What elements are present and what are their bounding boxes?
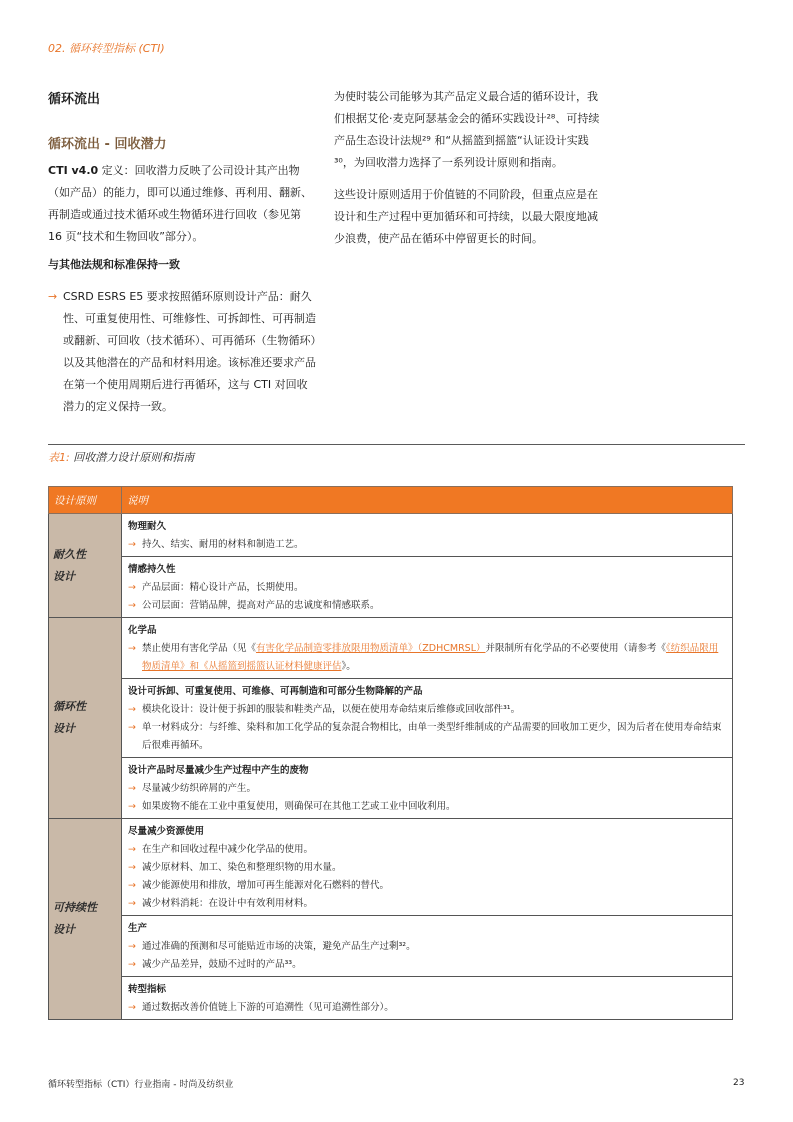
- arrow-right-icon: →: [128, 898, 136, 909]
- list-item: [128, 597, 726, 615]
- list-item-text: 减少材料消耗：在设计中有效利用材料。: [142, 898, 314, 909]
- arrow-right-icon: →: [128, 643, 136, 654]
- description-cell: [122, 679, 733, 758]
- list-item-text: [142, 640, 726, 676]
- category-label: 耐久性: [53, 547, 86, 561]
- list-item-text: 尽量减少纺织碎屑的产生。: [142, 783, 257, 794]
- list-item-text: 模块化设计：设计便于拆卸的服装和鞋类产品，以便在使用寿命结束后维修或回收部件³¹。: [142, 704, 521, 715]
- list-item-text: 产品层面：精心设计产品，长期使用。: [142, 582, 304, 593]
- subprinciple-title: 化学品: [128, 625, 157, 636]
- chem-text-post: 》。: [341, 661, 356, 672]
- list-item-text: 持久、结实、耐用的材料和制造工艺。: [142, 539, 304, 550]
- category-label: 设计: [53, 722, 75, 735]
- list-item: [128, 798, 726, 816]
- list-item-text: 减少产品差异，鼓励不过时的产品³³。: [142, 959, 302, 970]
- list-item: [128, 719, 726, 755]
- definition-text: 定义：回收潜力反映了公司设计其产出物（如产品）的能力，即可以通过维修、再利用、翻新、再制造或通过技术循环或生物循环进行回收（参见第 16 页“技术和生物回收”部分）。: [48, 164, 312, 243]
- description-cell: [122, 819, 733, 916]
- arrow-right-icon: →: [48, 290, 58, 303]
- section-subtitle: 循环流出 - 回收潜力: [48, 137, 167, 152]
- arrow-right-icon: →: [128, 959, 136, 970]
- arrow-right-icon: →: [128, 862, 136, 873]
- column-header-description: 说明: [122, 487, 733, 514]
- table-row: [49, 679, 733, 758]
- principles-table: [48, 486, 733, 1020]
- rsl-c2c-link[interactable]: 《纺织品限用物质清单》和《从摇篮到摇篮认证材料健康评估: [142, 643, 719, 672]
- subprinciple-title: 尽量减少资源使用: [128, 826, 205, 837]
- subprinciple-title: 物理耐久: [128, 521, 167, 532]
- section-title: 循环流出: [48, 92, 101, 107]
- category-cell-durability: [49, 514, 122, 618]
- list-item: [128, 895, 726, 913]
- table-header-row: [49, 487, 733, 514]
- arrow-right-icon: →: [128, 722, 136, 733]
- table-row: [49, 819, 733, 916]
- subprinciple-title: 设计可拆卸、可重复使用、可维修、可再制造和可部分生物降解的产品: [128, 686, 423, 697]
- divider-line: [48, 444, 745, 445]
- list-item-text: 减少能源使用和排放，增加可再生能源对化石燃料的替代。: [142, 880, 390, 891]
- chem-text-pre: 禁止使用有害化学品（见《: [142, 643, 257, 654]
- subprinciple-title: 生产: [128, 923, 148, 934]
- list-item: [128, 877, 726, 895]
- principles-paragraph: 这些设计原则适用于价值链的不同阶段，但重点应是在设计和生产过程中更加循环和可持续，以最大限度地减少浪费，使产品在循环中停留更长的时间。: [334, 188, 598, 245]
- description-cell: [122, 758, 733, 819]
- arrow-right-icon: →: [128, 600, 136, 611]
- table-row: [49, 618, 733, 679]
- list-item-text: 在生产和回收过程中减少化学品的使用。: [142, 844, 314, 855]
- table-row: [49, 977, 733, 1020]
- arrow-right-icon: →: [128, 801, 136, 812]
- alignment-bullet: [48, 286, 318, 418]
- table-caption-label: 表1:: [48, 451, 70, 464]
- list-item: [128, 999, 726, 1017]
- arrow-right-icon: →: [128, 582, 136, 593]
- category-cell-sustainability: [49, 819, 122, 1020]
- page-number: 23: [733, 1078, 745, 1088]
- left-column: [48, 88, 318, 418]
- table-row: [49, 916, 733, 977]
- definition-lead: CTI v4.0: [48, 164, 99, 177]
- definition-paragraph: [48, 160, 318, 248]
- intro-paragraph: 为使时装公司能够为其产品定义最合适的循环设计，我们根据艾伦·麦克阿瑟基金会的循环实践设计²⁸、可持续产品生态设计法规²⁹ 和“从摇篮到摇篮“认证设计实践³⁰，为回收潜力选择了一系列设计原则和指南。: [334, 90, 600, 169]
- subprinciple-title: 情感持久性: [128, 564, 176, 575]
- arrow-right-icon: →: [128, 941, 136, 952]
- arrow-right-icon: →: [128, 880, 136, 891]
- zdhc-mrsl-link[interactable]: 有害化学品制造零排放限用物质清单》（ZDHCMRSL）: [256, 643, 486, 654]
- description-cell: [122, 557, 733, 618]
- section-header: 02. 循环转型指标 (CTI): [48, 42, 165, 55]
- list-item: [128, 640, 726, 676]
- category-label: 设计: [53, 923, 75, 936]
- subprinciple-title: 转型指标: [128, 984, 167, 995]
- arrow-right-icon: →: [128, 844, 136, 855]
- category-label: 设计: [53, 569, 75, 583]
- arrow-right-icon: →: [128, 539, 136, 550]
- list-item-text: 通过准确的预测和尽可能贴近市场的决策，避免产品生产过剩³²。: [142, 941, 416, 952]
- description-cell: [122, 618, 733, 679]
- table-caption-text: 回收潜力设计原则和指南: [69, 451, 195, 464]
- list-item: [128, 841, 726, 859]
- subprinciple-title: 设计产品时尽量减少生产过程中产生的废物: [128, 765, 309, 776]
- category-label: 可持续性: [53, 901, 97, 914]
- list-item: [128, 536, 726, 554]
- list-item-text: 公司层面：营销品牌，提高对产品的忠诚度和情感联系。: [142, 600, 380, 611]
- right-column: [334, 86, 606, 250]
- list-item: [128, 859, 726, 877]
- table-row: [49, 514, 733, 557]
- list-item-text: 单一材料成分：与纤维、染料和加工化学品的复杂混合物相比，由单一类型纤维制成的产品需要的回收加工更少，因为后者在使用寿命结束后很难再循环。: [142, 722, 722, 751]
- table-caption: [48, 449, 194, 465]
- list-item-text: 通过数据改善价值链上下游的可追溯性（见可追溯性部分）。: [142, 1002, 394, 1013]
- list-item-text: 如果废物不能在工业中重复使用，则确保可在其他工艺或工业中回收利用。: [142, 801, 456, 812]
- description-cell: [122, 977, 733, 1020]
- arrow-right-icon: →: [128, 704, 136, 715]
- arrow-right-icon: →: [128, 783, 136, 794]
- alignment-heading: 与其他法规和标准保持一致: [48, 258, 180, 271]
- list-item: [128, 780, 726, 798]
- footer-title: 循环转型指标（CTI）行业指南 - 时尚及纺织业: [48, 1080, 234, 1090]
- description-cell: [122, 916, 733, 977]
- list-item: [128, 938, 726, 956]
- chem-text-mid: 并限制所有化学品的不必要使用（请参考《: [485, 643, 667, 654]
- alignment-bullet-text: CSRD ESRS E5 要求按照循环原则设计产品：耐久性、可重复使用性、可维修性、可拆卸性、可再制造或翻新、可回收（技术循环）、可再循环（生物循环）以及其他潜在的产品和材料用途。该标准还要求产品在第一个使用周期后进行再循环，这与 CTI 对回收潜力的定义保持一致。: [63, 290, 316, 413]
- category-label: 循环性: [53, 700, 86, 713]
- column-header-principle: 设计原则: [49, 487, 122, 514]
- arrow-right-icon: →: [128, 1002, 136, 1013]
- category-cell-circularity: [49, 618, 122, 819]
- list-item: [128, 701, 726, 719]
- table-row: [49, 758, 733, 819]
- list-item: [128, 579, 726, 597]
- description-cell: [122, 514, 733, 557]
- table-row: [49, 557, 733, 618]
- list-item: [128, 956, 726, 974]
- list-item-text: 减少原材料、加工、染色和整理织物的用水量。: [142, 862, 342, 873]
